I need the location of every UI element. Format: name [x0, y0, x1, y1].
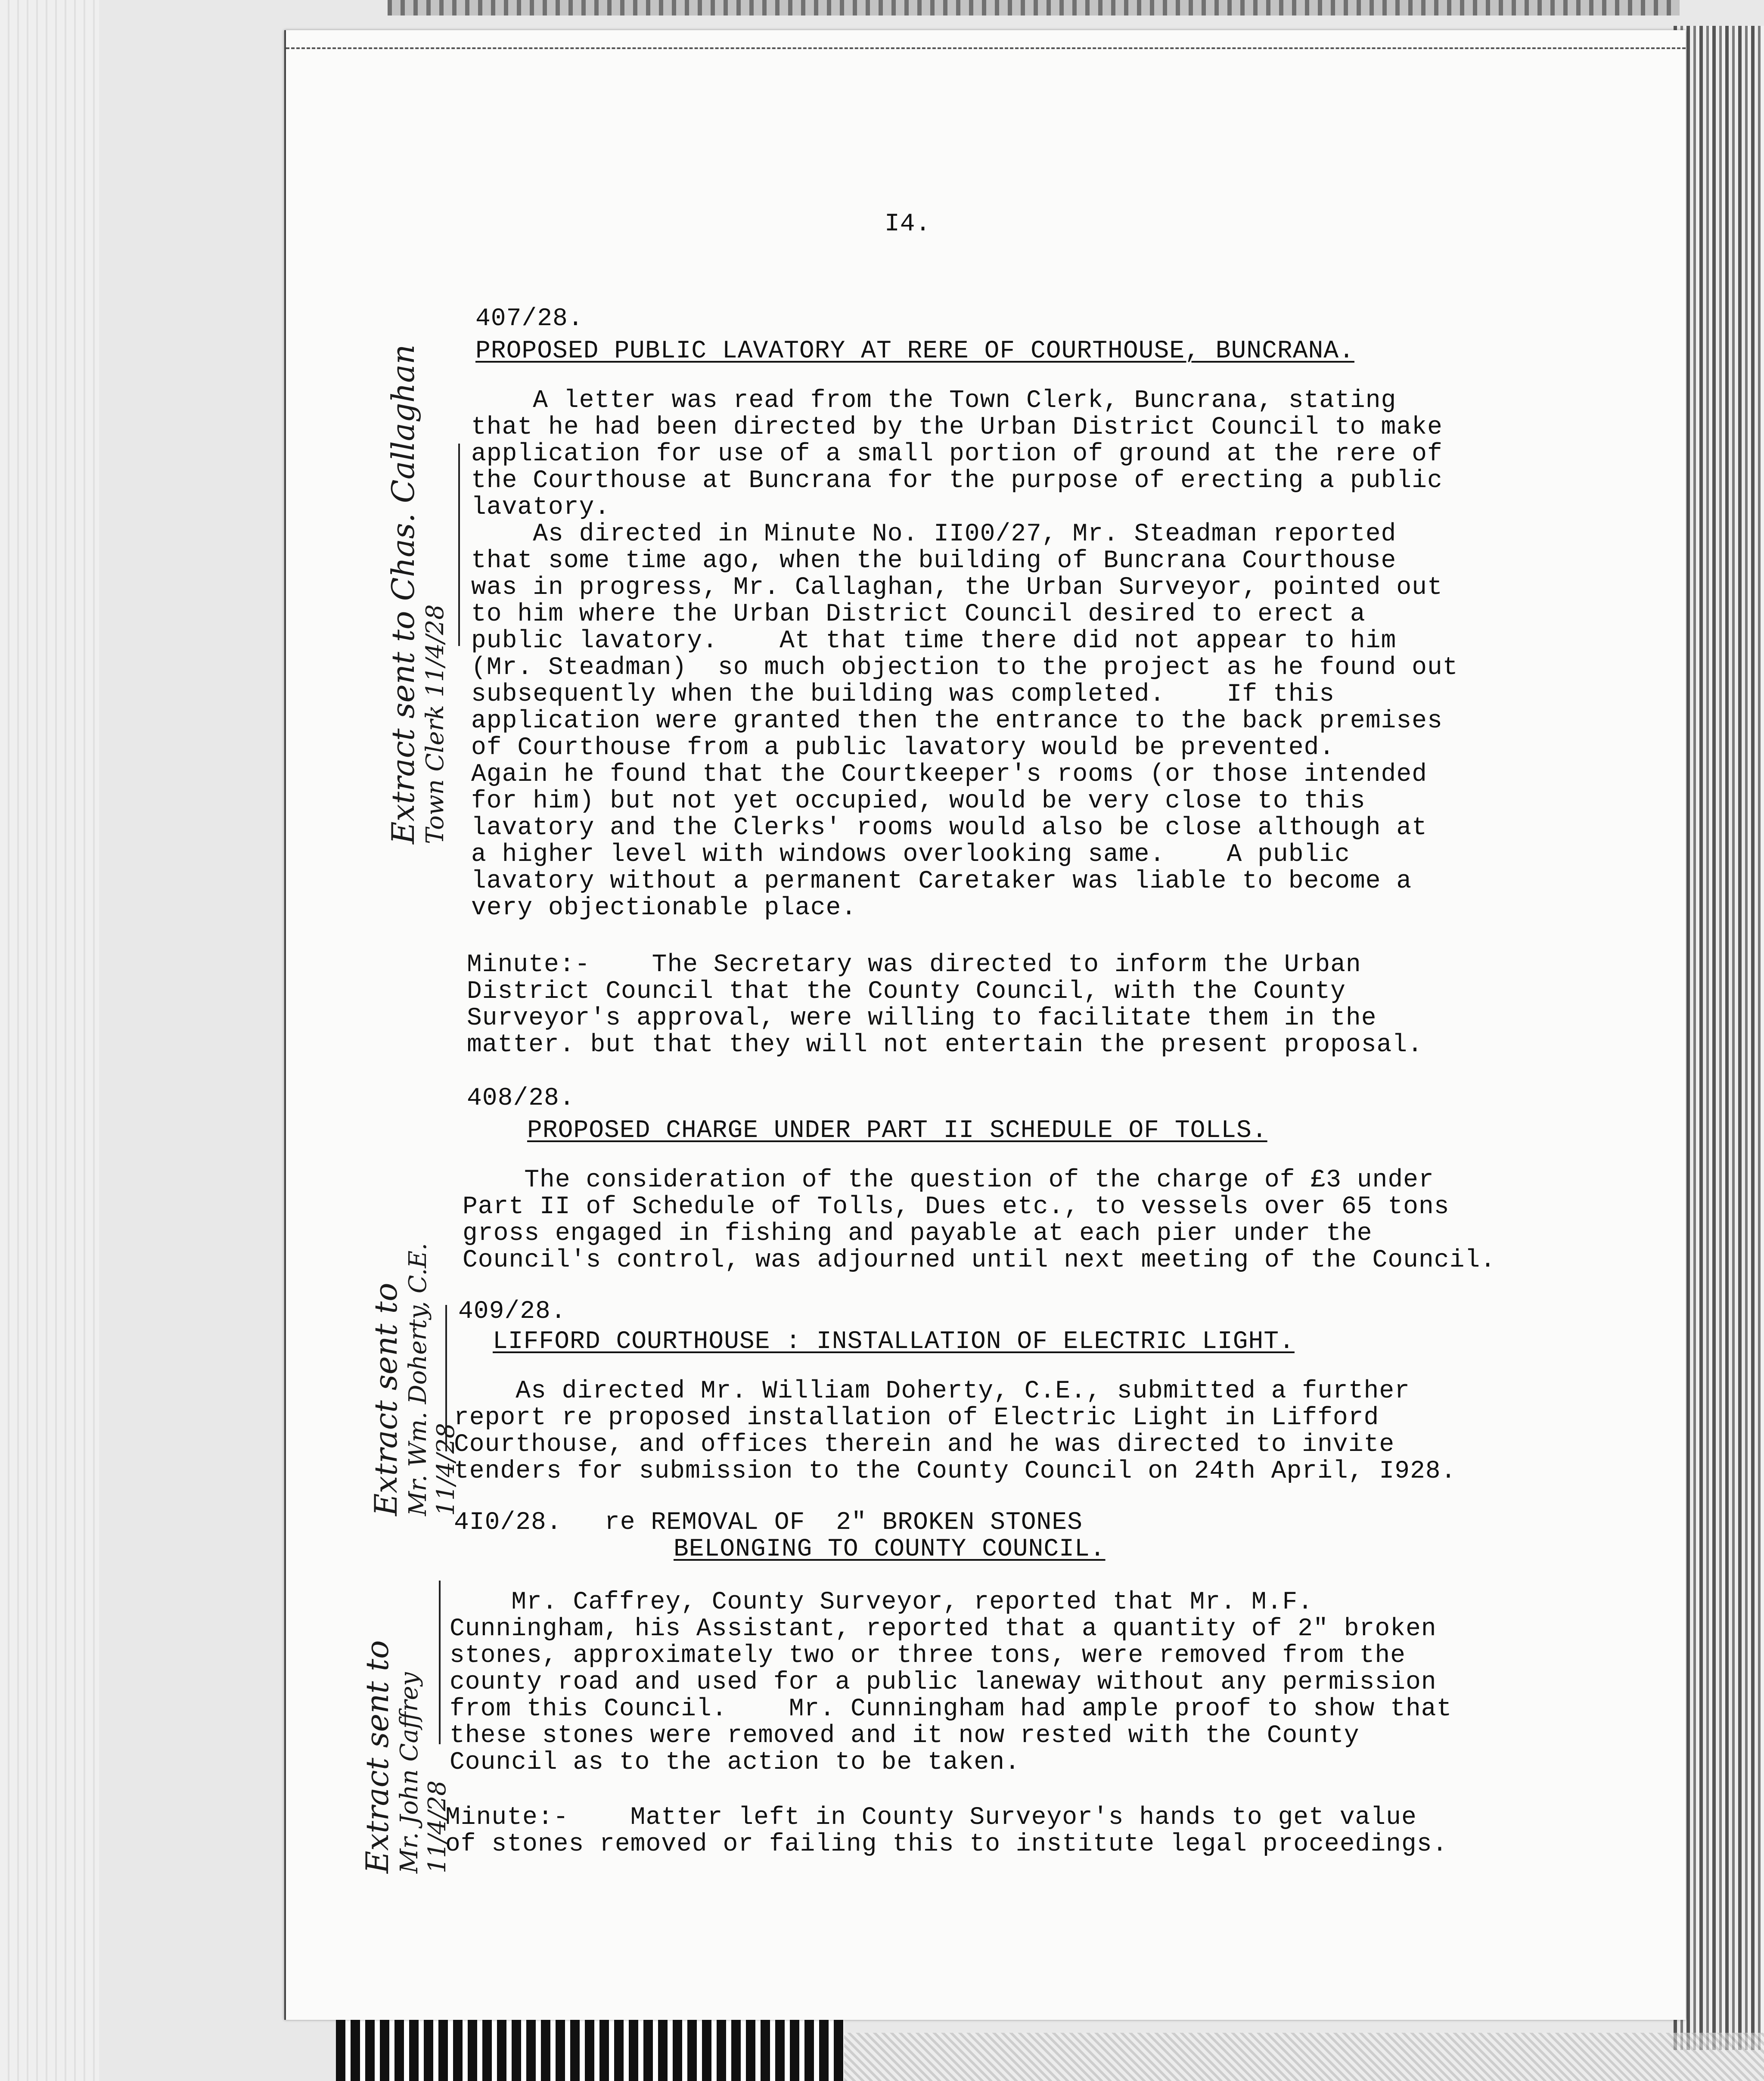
- item-410-minute-line: Minute:- Matter left in County Surveyor's hands to get value: [445, 1804, 1417, 1832]
- item-407-para2-line: As directed in Minute No. II00/27, Mr. Steadman reported: [471, 520, 1397, 548]
- item-407-para2-line: application were granted then the entrance to the back premises: [471, 707, 1443, 735]
- item-409-para-line: As directed Mr. William Doherty, C.E., submitted a further: [454, 1377, 1410, 1405]
- item-408-para-line: gross engaged in fishing and payable at each pier under the: [463, 1220, 1373, 1248]
- item-410-para-line: Cunningham, his Assistant, reported that a quantity of 2" broken: [450, 1615, 1437, 1643]
- item-408-para-line: Part II of Schedule of Tolls, Dues etc., to vessels over 65 tons: [463, 1193, 1450, 1221]
- item-407-para2-line: was in progress, Mr. Callaghan, the Urban Surveyor, pointed out: [471, 574, 1443, 602]
- page-number: I4.: [885, 210, 931, 238]
- item-408-para-line: Council's control, was adjourned until next meeting of the Council.: [463, 1246, 1496, 1274]
- item-408-para-line: The consideration of the question of the charge of £3 under: [463, 1166, 1434, 1194]
- item-407-para1-line: A letter was read from the Town Clerk, Buncrana, stating: [471, 387, 1397, 415]
- item-407-para2-line: Again he found that the Courtkeeper's rooms (or those intended: [471, 761, 1427, 789]
- item-407-number: 407/28.: [475, 305, 584, 333]
- item-407-para2-line: lavatory without a permanent Caretaker was liable to become a: [471, 867, 1412, 895]
- margin-note-line: Mr. Wm. Doherty, C.E.: [404, 1242, 432, 1516]
- item-407-para2-line: public lavatory. At that time there did not appear to him: [471, 627, 1397, 655]
- item-409-para-line: report re proposed installation of Electric Light in Lifford: [454, 1404, 1379, 1432]
- margin-note-410: [359, 1640, 451, 1873]
- item-410-para-line: these stones were removed and it now rested with the County: [450, 1722, 1360, 1750]
- item-408-number: 408/28.: [467, 1084, 575, 1112]
- item-407-para2-line: that some time ago, when the building of Buncrana Courthouse: [471, 547, 1397, 575]
- margin-note-line: 11/4/28: [423, 1780, 451, 1873]
- margin-note-line: 11/4/28: [432, 1423, 460, 1516]
- item-407-minute-line: Surveyor's approval, were willing to facilitate them in the: [467, 1004, 1377, 1032]
- margin-note-line: Mr. John Caffrey: [395, 1672, 423, 1873]
- item-407-minute-line: District Council that the County Council, with the County: [467, 978, 1346, 1006]
- page-top-rule: [286, 47, 1686, 49]
- binding-bottom-strip: [336, 2020, 844, 2081]
- scan-bottom-edge: [844, 2033, 1764, 2081]
- item-407-para2-line: very objectionable place.: [471, 894, 857, 922]
- item-410-minute-line: of stones removed or failing this to institute legal proceedings.: [445, 1830, 1448, 1858]
- item-407-para1-line: the Courthouse at Buncrana for the purpose of erecting a public: [471, 467, 1443, 495]
- scan-left-edge: [0, 0, 99, 2081]
- item-410-para-line: Mr. Caffrey, County Surveyor, reported that Mr. M.F.: [450, 1588, 1314, 1616]
- item-407-para1-line: application for use of a small portion of ground at the rere of: [471, 440, 1443, 468]
- margin-note-line: Extract sent to: [368, 1283, 404, 1516]
- item-410-para-line: Council as to the action to be taken.: [450, 1749, 1020, 1777]
- margin-note-line: Town Clerk 11/4/28: [421, 604, 449, 844]
- item-407-para2-line: of Courthouse from a public lavatory would be prevented.: [471, 734, 1335, 762]
- item-407-minute-line: matter. but that they will not entertain the present proposal.: [467, 1031, 1423, 1059]
- item-407-minute-line: Minute:- The Secretary was directed to inform the Urban: [467, 951, 1361, 979]
- item-410-heading-line1: re REMOVAL OF 2" BROKEN STONES: [605, 1509, 1083, 1537]
- item-407-para2-line: subsequently when the building was completed. If this: [471, 680, 1335, 708]
- item-409-heading: LIFFORD COURTHOUSE : INSTALLATION OF ELECTRIC LIGHT.: [493, 1328, 1295, 1356]
- margin-note-409: [368, 1243, 460, 1516]
- item-410-para-line: county road and used for a public laneway without any permission: [450, 1668, 1437, 1696]
- item-408-heading: PROPOSED CHARGE UNDER PART II SCHEDULE OF TOLLS.: [527, 1117, 1267, 1145]
- margin-note-line: Extract sent to Chas. Callaghan: [385, 344, 421, 844]
- item-410-heading-line2: BELONGING TO COUNTY COUNCIL.: [674, 1535, 1106, 1563]
- margin-note-line: Extract sent to: [359, 1640, 395, 1873]
- item-410-para-line: from this Council. Mr. Cunningham had ample proof to show that: [450, 1695, 1452, 1723]
- margin-note-407: [385, 345, 449, 844]
- item-409-para-line: Courthouse, and offices therein and he was directed to invite: [454, 1431, 1395, 1459]
- item-407-para2-line: lavatory and the Clerks' rooms would also be close although at: [471, 814, 1427, 842]
- item-407-para2-line: (Mr. Steadman) so much objection to the project as he found out: [471, 654, 1458, 682]
- item-409-number: 409/28.: [458, 1298, 566, 1326]
- item-407-para2-line: for him) but not yet occupied, would be very close to this: [471, 787, 1366, 815]
- item-410-para-line: stones, approximately two or three tons, were removed from the: [450, 1642, 1406, 1670]
- document-page: [284, 30, 1686, 2020]
- item-407-para1-line: that he had been directed by the Urban District Council to make: [471, 413, 1443, 441]
- item-407-heading: PROPOSED PUBLIC LAVATORY AT RERE OF COURTHOUSE, BUNCRANA.: [475, 337, 1354, 365]
- item-407-para2-line: to him where the Urban District Council desired to erect a: [471, 600, 1366, 628]
- item-409-para-line: tenders for submission to the County Council on 24th April, I928.: [454, 1457, 1457, 1485]
- item-410-number: 4I0/28.: [454, 1509, 562, 1537]
- item-407-para2-line: a higher level with windows overlooking same. A public: [471, 841, 1350, 869]
- margin-bracket: [458, 444, 460, 646]
- item-407-para1-line: lavatory.: [471, 494, 610, 522]
- binding-top-strip: [388, 0, 1680, 16]
- stacked-page-edges: [1674, 26, 1764, 2050]
